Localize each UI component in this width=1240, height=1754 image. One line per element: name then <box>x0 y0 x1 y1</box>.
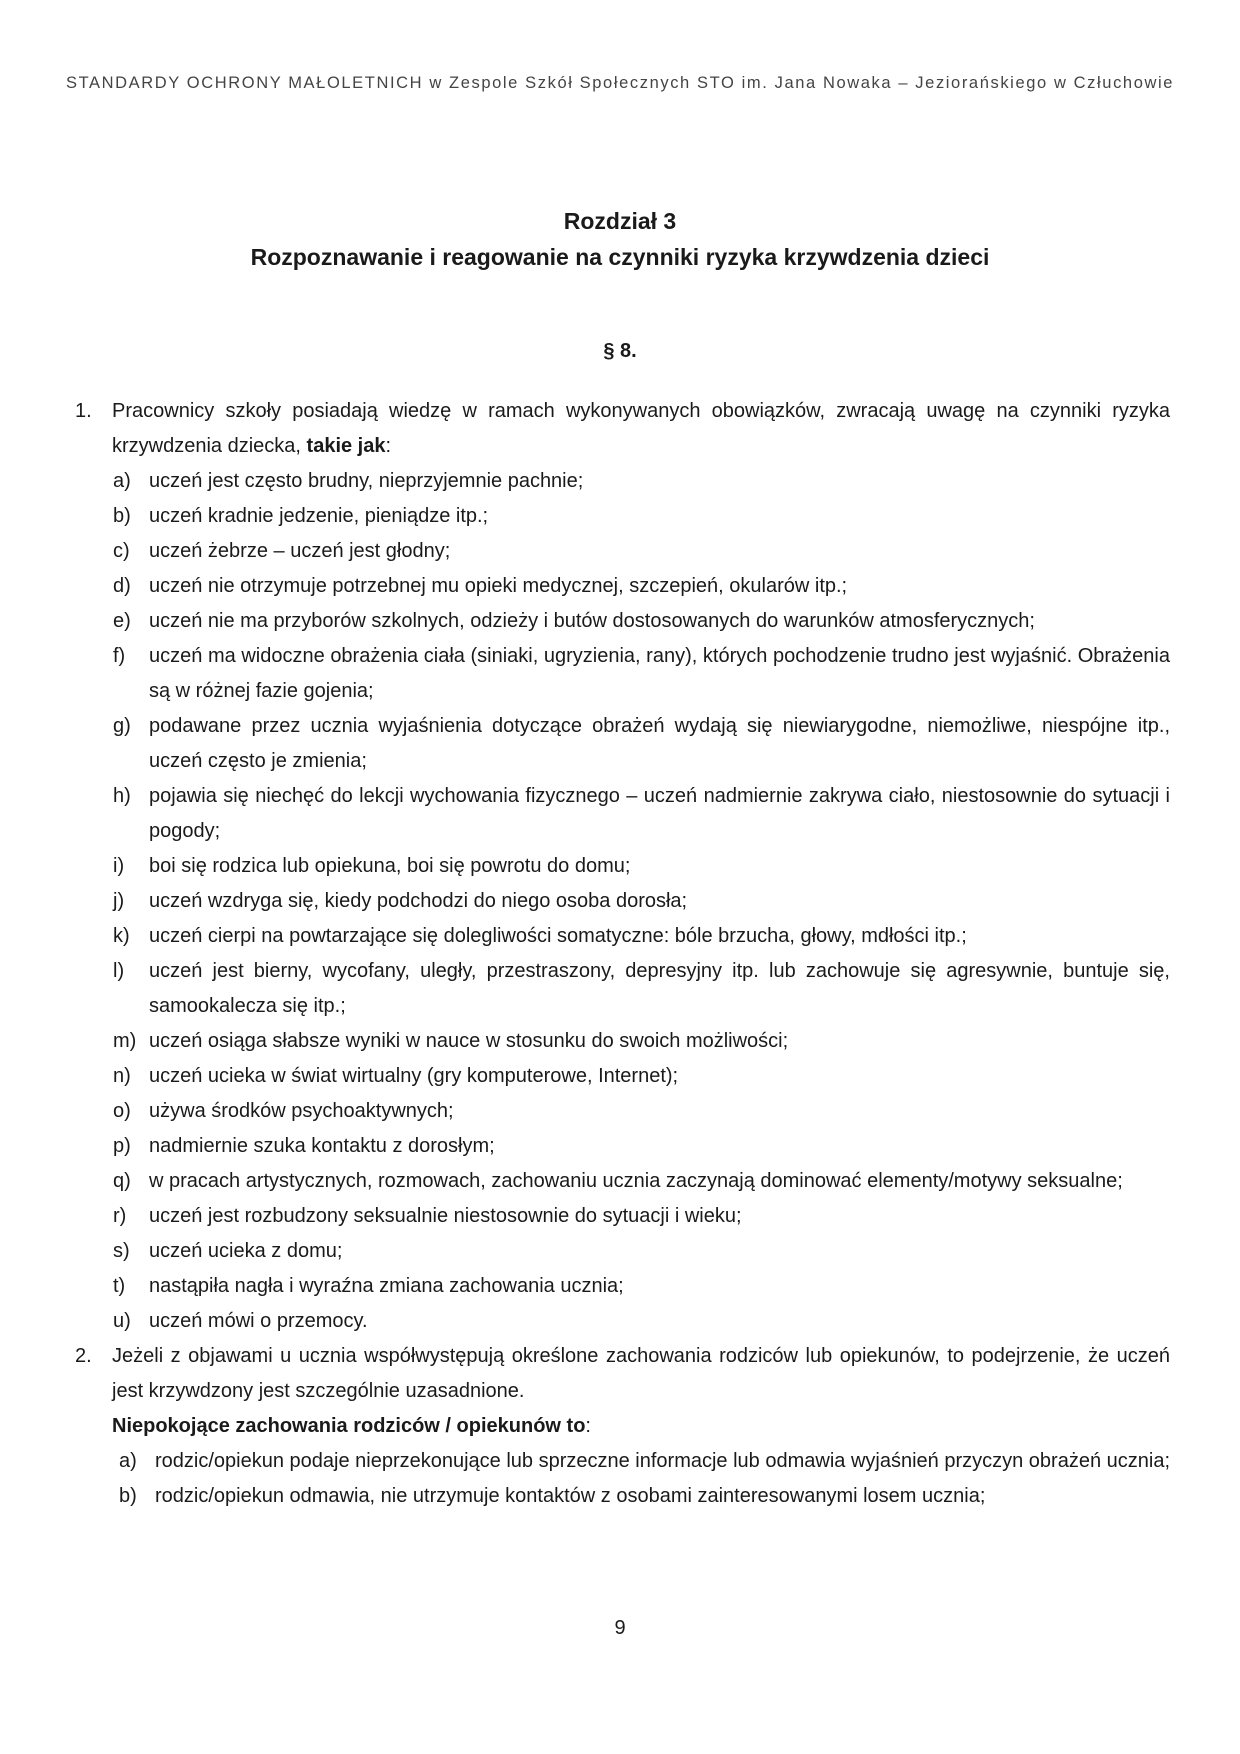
list-item <box>75 1164 1170 1199</box>
risk-factor-list <box>75 464 1170 1339</box>
list-item-letter: i) <box>113 855 125 877</box>
list-item <box>75 464 1170 499</box>
running-header: STANDARDY OCHRONY MAŁOLETNICH w Zespole Szkół Społecznych STO im. Jana Nowaka – Jeziorańskiego w Człuchowie <box>65 74 1175 92</box>
list-item-letter: l) <box>113 960 125 982</box>
list-item-letter: p) <box>113 1135 131 1157</box>
list-item-letter: q) <box>113 1170 131 1192</box>
point-2-subheading <box>75 1409 1170 1444</box>
list-item-text: uczeń żebrze – uczeń jest głodny; <box>149 540 451 562</box>
list-item-text: uczeń jest często brudny, nieprzyjemnie pachnie; <box>149 470 584 492</box>
point-number: 2. <box>75 1345 92 1367</box>
list-item <box>75 1199 1170 1234</box>
list-item-letter: n) <box>113 1065 131 1087</box>
chapter-heading <box>0 203 1240 275</box>
list-item-text: uczeń cierpi na powtarzające się dolegliwości somatyczne: bóle brzucha, głowy, mdłości itp.; <box>149 925 967 947</box>
list-item-letter: j) <box>113 890 125 912</box>
list-item-text: uczeń mówi o przemocy. <box>149 1310 368 1332</box>
list-item-letter: k) <box>113 925 130 947</box>
point-1 <box>75 394 1170 464</box>
list-item-text: nadmiernie szuka kontaktu z dorosłym; <box>149 1135 495 1157</box>
list-item <box>75 954 1170 1024</box>
list-item <box>75 709 1170 779</box>
subheading-bold: Niepokojące zachowania rodziców / opiekunów to <box>112 1415 586 1437</box>
list-item <box>75 1269 1170 1304</box>
document-body <box>75 394 1170 1514</box>
list-item-letter: u) <box>113 1310 131 1332</box>
list-item-letter: r) <box>113 1205 127 1227</box>
list-item-text: boi się rodzica lub opiekuna, boi się powrotu do domu; <box>149 855 631 877</box>
list-item-letter: e) <box>113 610 131 632</box>
list-item-letter: o) <box>113 1100 131 1122</box>
list-item-text: podawane przez ucznia wyjaśnienia dotyczące obrażeń wydają się niewiarygodne, niemożliwe, niespójne itp., uczeń często je zmienia; <box>149 715 1170 772</box>
list-item <box>75 499 1170 534</box>
list-item <box>75 1094 1170 1129</box>
list-item-text: uczeń nie otrzymuje potrzebnej mu opieki medycznej, szczepień, okularów itp.; <box>149 575 848 597</box>
list-item <box>75 884 1170 919</box>
list-item <box>75 534 1170 569</box>
list-item-text: uczeń ucieka w świat wirtualny (gry komputerowe, Internet); <box>149 1065 679 1087</box>
list-item <box>75 1024 1170 1059</box>
point-number: 1. <box>75 400 92 422</box>
list-item-letter: a) <box>113 470 131 492</box>
chapter-title: Rozpoznawanie i reagowanie na czynniki ryzyka krzywdzenia dzieci <box>250 244 990 270</box>
list-item <box>75 569 1170 604</box>
list-item-text: rodzic/opiekun odmawia, nie utrzymuje kontaktów z osobami zainteresowanymi losem ucznia; <box>155 1485 986 1507</box>
list-item-letter: m) <box>113 1030 137 1052</box>
parent-behavior-list <box>75 1444 1170 1514</box>
list-item <box>75 1234 1170 1269</box>
list-item-text: w pracach artystycznych, rozmowach, zachowaniu ucznia zaczynają dominować elementy/motywy seksualne; <box>149 1170 1123 1192</box>
list-item-letter: t) <box>113 1275 126 1297</box>
list-item <box>75 1304 1170 1339</box>
list-item <box>75 849 1170 884</box>
list-item-letter: s) <box>113 1240 130 1262</box>
list-item-text: uczeń jest rozbudzony seksualnie niestosownie do sytuacji i wieku; <box>149 1205 742 1227</box>
list-item <box>75 1129 1170 1164</box>
list-item-letter: d) <box>113 575 131 597</box>
list-item <box>75 1479 1170 1514</box>
list-item-text: uczeń ma widoczne obrażenia ciała (siniaki, ugryzienia, rany), których pochodzenie trudno jest wyjaśnić. Obrażenia są w różnej fazie gojenia; <box>149 645 1170 702</box>
list-item <box>75 779 1170 849</box>
list-item-text: uczeń wzdryga się, kiedy podchodzi do niego osoba dorosła; <box>149 890 688 912</box>
list-item-letter: f) <box>113 645 126 667</box>
list-item-letter: c) <box>113 540 130 562</box>
point-text-colon: : <box>385 435 392 457</box>
list-item <box>75 604 1170 639</box>
list-item-text: uczeń kradnie jedzenie, pieniądze itp.; <box>149 505 489 527</box>
list-item-text: pojawia się niechęć do lekcji wychowania fizycznego – uczeń nadmiernie zakrywa ciało, niestosownie do sytuacji i pogody; <box>149 785 1170 842</box>
list-item-text: rodzic/opiekun podaje nieprzekonujące lub sprzeczne informacje lub odmawia wyjaśnień przyczyn obrażeń ucznia; <box>155 1450 1170 1472</box>
page-number: 9 <box>614 1617 626 1639</box>
point-text-bold: takie jak <box>306 435 386 457</box>
point-text: Pracownicy szkoły posiadają wiedzę w ramach wykonywanych obowiązków, zwracają uwagę na czynniki ryzyka krzywdzenia dziecka, <box>112 400 1170 457</box>
list-item-letter: b) <box>119 1485 137 1507</box>
list-item-text: uczeń ucieka z domu; <box>149 1240 343 1262</box>
list-item <box>75 1059 1170 1094</box>
list-item <box>75 1444 1170 1479</box>
list-item-text: nastąpiła nagła i wyraźna zmiana zachowania ucznia; <box>149 1275 624 1297</box>
list-item-letter: h) <box>113 785 131 807</box>
point-2 <box>75 1339 1170 1409</box>
list-item-text: używa środków psychoaktywnych; <box>149 1100 454 1122</box>
list-item-letter: g) <box>113 715 131 737</box>
list-item-letter: a) <box>119 1450 137 1472</box>
list-item-letter: b) <box>113 505 131 527</box>
list-item-text: uczeń nie ma przyborów szkolnych, odzieży i butów dostosowanych do warunków atmosferycznych; <box>149 610 1035 632</box>
list-item-text: uczeń jest bierny, wycofany, uległy, przestraszony, depresyjny itp. lub zachowuje się agresywnie, buntuje się, samookalecza się itp.; <box>149 960 1170 1017</box>
list-item <box>75 919 1170 954</box>
list-item <box>75 639 1170 709</box>
chapter-number: Rozdział 3 <box>563 208 677 234</box>
section-mark: § 8. <box>603 340 637 362</box>
point-text: Jeżeli z objawami u ucznia współwystępują określone zachowania rodziców lub opiekunów, to podejrzenie, że uczeń jest krzywdzony jest szczególnie uzasadnione. <box>112 1345 1170 1402</box>
subheading-colon: : <box>585 1415 591 1437</box>
list-item-text: uczeń osiąga słabsze wyniki w nauce w stosunku do swoich możliwości; <box>149 1030 789 1052</box>
